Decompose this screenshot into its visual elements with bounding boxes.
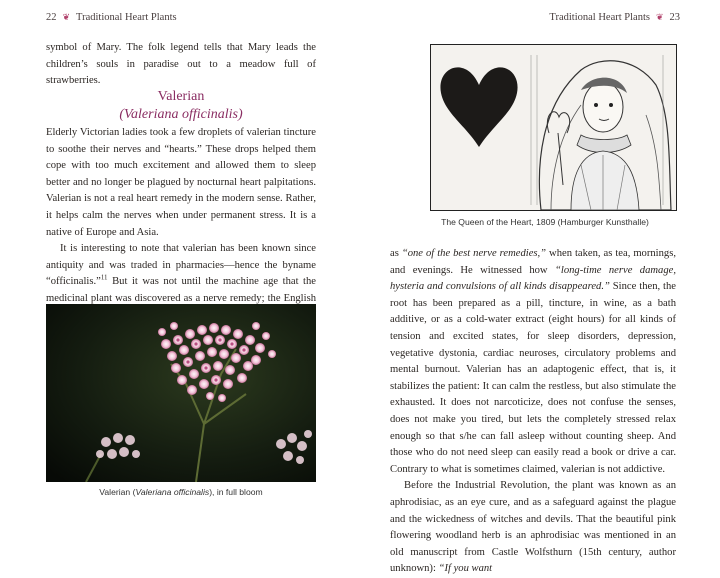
section-latin-name: (Valeriana officinalis) — [119, 107, 243, 122]
right-running-title: Traditional Heart Plants — [549, 12, 650, 23]
left-running-title: Traditional Heart Plants — [76, 12, 177, 23]
valerian-paragraph-1: Elderly Victorian ladies took a few droplets of valerian tincture to soothe their nerves and “hearts.” These drops helped them cope with too much excitement and allowed them to sleep better and no longer be plagued by nocturnal heart palpitations. Valerian is not a real heart remedy in the modern sense. Rather, it helps calm the nerves when under permanent stress. It is a native of Europe and Asia. — [46, 127, 316, 238]
engraving-caption: The Queen of the Heart, 1809 (Hamburger Kunsthalle) — [441, 217, 649, 227]
section-heading — [46, 88, 316, 124]
queen-of-hearts-image — [431, 45, 676, 210]
section-title: Valerian — [157, 89, 205, 104]
photo-caption: Valerian (Valeriana officinalis), in full bloom — [99, 487, 263, 497]
valerian-photo — [46, 304, 316, 482]
heart-ornament-icon: ❦ — [62, 12, 71, 22]
right-page — [360, 0, 720, 575]
right-running-head — [549, 12, 680, 23]
footnote-reference: 11 — [100, 273, 108, 282]
intro-paragraph: symbol of Mary. The folk legend tells that Mary leads the children’s souls in paradise out to a meadow full of strawberries. — [46, 42, 316, 87]
industrial-revolution-paragraph: Before the Industrial Revolution, the plant was known as an aphrodisiac, as an eye cure, and as a safeguard against the plague and the wickedness of witches and devils. That the beautiful pink flowering woodland herb is an aphrodisiac was mentioned in an old manuscript from Castle Wolfsthurn (15th century, author unknown): “If you want — [390, 480, 676, 575]
valerian-paragraph-2: It is interesting to note that valerian has been known since antiquity and was traded in pharmacies—hence the byname “officinalis.”$^{11}$ But it was not until the machine age that the medicinal plant was discovered as a nerve remedy; the English — [46, 243, 316, 304]
left-page-number: 22 — [46, 12, 57, 23]
heart-ornament-icon: ❦ — [655, 12, 664, 22]
right-body-text — [390, 246, 676, 578]
left-page — [0, 0, 360, 540]
right-page-number: 23 — [669, 12, 680, 23]
valerian-flowers-image — [46, 304, 316, 482]
hufeland-paragraph: as “one of the best nerve remedies,” when taken, as tea, mornings, and evenings. He witnessed how “long-time nerve damage, hysteria and convulsions of all kinds disappeared.” Since then, the root has been prepared as a pill, tincture, in wine, as a bath additive, or as a cold-water extract (eight hours) for all kinds of tension and excited states, for sleep disorders, depression, vegetative dystonia, cardiac neuroses, circulatory problems and mental burnout. Valerian has an adaptogenic effect, that is, it stabilizes the patient: It can calm the restless, but also stimulate the exhausted. It does not narcoticize, does not confuse the senses, does not make you tired, but lets the completely stressed relax enough so that s/he can fall asleep without counting sheep. And those who do not need sleep can easily read a book or drive a car. Contrary to what is sometimes claimed, valerian is not addictive. — [390, 248, 676, 475]
queen-of-hearts-engraving — [430, 44, 677, 211]
left-running-head — [46, 12, 177, 23]
